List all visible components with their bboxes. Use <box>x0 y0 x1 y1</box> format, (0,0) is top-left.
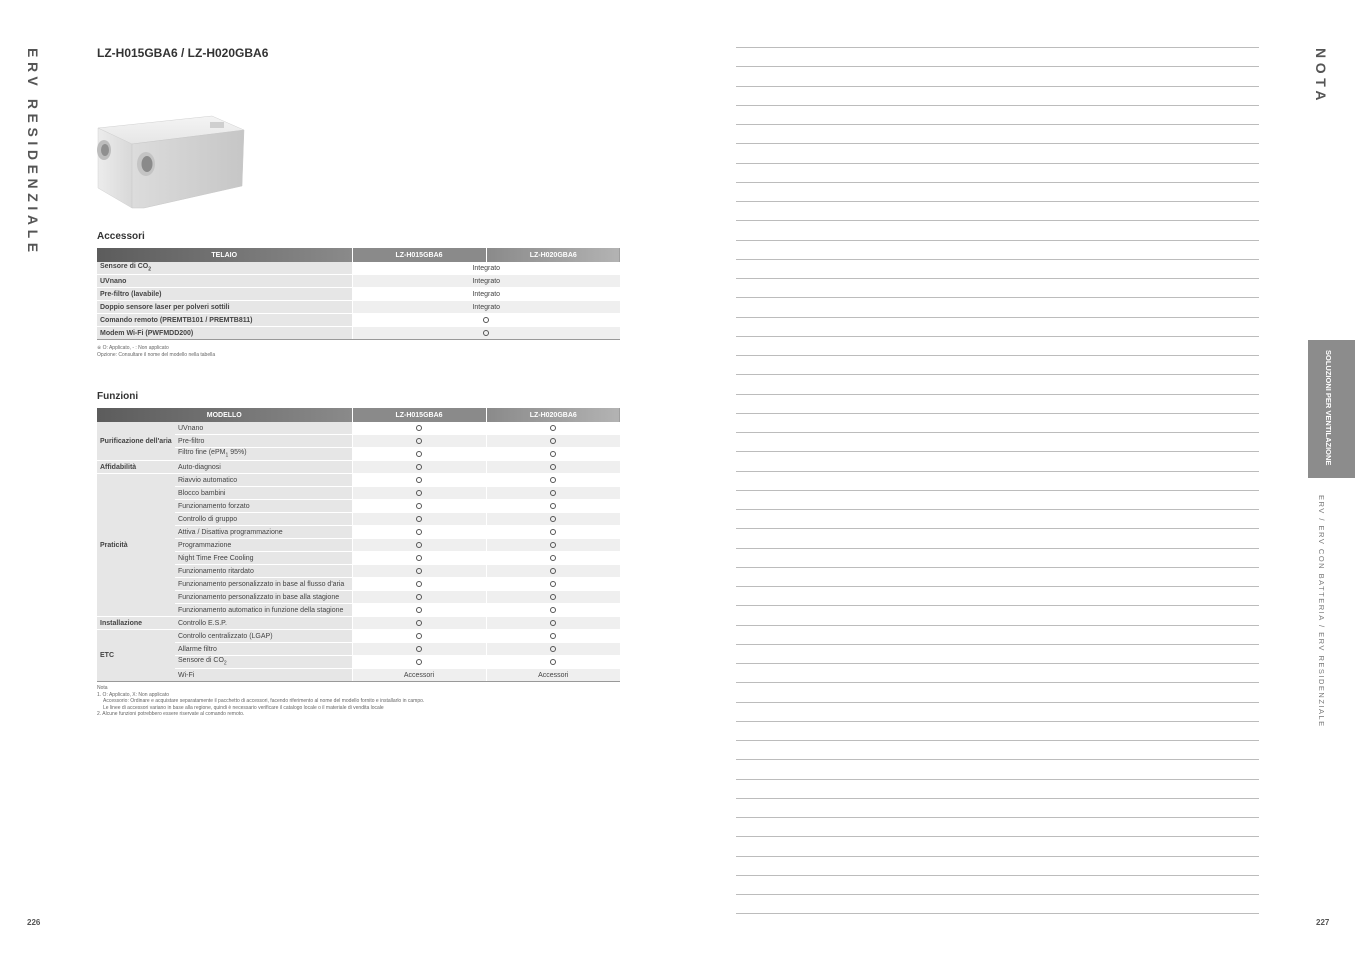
side-section-title-right: NOTA <box>1313 48 1329 106</box>
circle-icon <box>550 607 556 613</box>
group-label <box>97 474 175 617</box>
note-line-rule <box>736 817 1259 818</box>
feature-label <box>175 669 352 682</box>
feature-label <box>175 656 352 669</box>
circle-icon <box>416 451 422 457</box>
table-row <box>97 552 620 565</box>
value-model-2 <box>486 500 620 513</box>
value-model-2 <box>486 461 620 474</box>
feature-text: Night Time Free Cooling <box>178 554 254 562</box>
feature-text: Funzionamento personalizzato in base al flusso d'aria <box>178 580 345 588</box>
value-model-2 <box>486 422 620 435</box>
table-row <box>97 500 620 513</box>
feature-text: Funzionamento automatico in funzione della stagione <box>178 606 344 614</box>
note-line-rule <box>736 586 1259 587</box>
note-line-rule <box>736 317 1259 318</box>
note-line-rule <box>736 721 1259 722</box>
feature-text: Wi-Fi <box>178 671 195 679</box>
row-value <box>352 275 620 288</box>
header-modello: MODELLO <box>97 408 352 422</box>
accessori-table <box>97 248 620 340</box>
feature-label <box>175 604 352 617</box>
note-line-rule <box>736 894 1259 895</box>
note-line-rule <box>736 471 1259 472</box>
group-text: ETC <box>100 652 114 659</box>
note-lines <box>736 0 1259 958</box>
label-text: UVnano <box>100 277 127 285</box>
value-model-1 <box>352 656 486 669</box>
value-model-2 <box>486 656 620 669</box>
section-sub-label: ERV / ERV CON BATTERIA / ERV RESIDENZIALE <box>1317 495 1326 728</box>
header-model-2: LZ-H020GBA6 <box>486 248 620 262</box>
feature-label <box>175 591 352 604</box>
table-row <box>97 669 620 682</box>
note-line-rule <box>736 644 1259 645</box>
circle-icon <box>550 425 556 431</box>
note-line-rule <box>736 163 1259 164</box>
value-model-1 <box>352 500 486 513</box>
header-model-1: LZ-H015GBA6 <box>352 248 486 262</box>
table-row <box>97 526 620 539</box>
value-model-1 <box>352 552 486 565</box>
note-line-rule <box>736 432 1259 433</box>
row-value <box>352 327 620 340</box>
note-line-rule <box>736 567 1259 568</box>
note-line: 1. O: Applicato, X: Non applicato <box>97 691 169 698</box>
row-label <box>97 327 352 340</box>
value-model-2 <box>486 591 620 604</box>
value-model-2 <box>486 552 620 565</box>
circle-icon <box>550 659 556 665</box>
feature-text: Filtro fine (ePM <box>178 449 226 457</box>
note-line-rule <box>736 682 1259 683</box>
group-label <box>97 461 175 474</box>
value-model-2 <box>486 604 620 617</box>
circle-icon <box>550 503 556 509</box>
table-row <box>97 604 620 617</box>
circle-icon <box>550 438 556 444</box>
accessori-notes <box>97 345 215 358</box>
feature-label <box>175 539 352 552</box>
cell-text: Integrato <box>472 277 501 285</box>
feature-label <box>175 526 352 539</box>
value-model-2 <box>486 474 620 487</box>
note-line-rule <box>736 355 1259 356</box>
feature-label <box>175 422 352 435</box>
note-line-rule <box>736 663 1259 664</box>
table-row <box>97 565 620 578</box>
table-row <box>97 591 620 604</box>
note-line-rule <box>736 836 1259 837</box>
circle-icon <box>416 633 422 639</box>
feature-label <box>175 461 352 474</box>
note-line-rule <box>736 394 1259 395</box>
value-model-1 <box>352 474 486 487</box>
value-model-1 <box>352 604 486 617</box>
page-title: LZ-H015GBA6 / LZ-H020GBA6 <box>97 46 269 60</box>
circle-icon <box>416 490 422 496</box>
group-text: Praticità <box>100 541 128 549</box>
circle-icon <box>550 646 556 652</box>
cell-text: Integrato <box>472 303 501 311</box>
note-line-rule <box>736 413 1259 414</box>
section-tab-label: SOLUZIONI PER VENTILAZIONE <box>1324 350 1333 466</box>
circle-icon <box>416 607 422 613</box>
row-label <box>97 275 352 288</box>
note-line-rule <box>736 182 1259 183</box>
value-model-2 <box>486 435 620 448</box>
value-model-1 <box>352 461 486 474</box>
note-line-rule <box>736 374 1259 375</box>
feature-text: Funzionamento ritardato <box>178 567 254 575</box>
value-model-1 <box>352 578 486 591</box>
value-model-2 <box>486 578 620 591</box>
circle-icon <box>416 438 422 444</box>
table-row <box>97 539 620 552</box>
note-line-rule <box>736 220 1259 221</box>
page-number-left: 226 <box>27 918 41 927</box>
value-model-2 <box>486 526 620 539</box>
feature-label <box>175 487 352 500</box>
feature-label <box>175 513 352 526</box>
subscript: 2 <box>223 660 227 667</box>
row-value <box>352 301 620 314</box>
feature-label <box>175 643 352 656</box>
feature-text: Programmazione <box>178 541 232 549</box>
feature-text: Attiva / Disattiva programmazione <box>178 528 283 536</box>
note-line: Le linee di accessori variano in base alla regione, quindi è necessario verificare il catalogo locale o il materiale di vendita locale <box>103 704 384 711</box>
value-model-2 <box>486 487 620 500</box>
cell-text: Accessori <box>403 671 435 679</box>
value-model-1 <box>352 643 486 656</box>
table-row <box>97 448 620 461</box>
circle-icon <box>416 464 422 470</box>
note-line-rule <box>736 105 1259 106</box>
feature-suffix: 95%) <box>228 449 247 457</box>
feature-text: Auto-diagnosi <box>178 463 221 471</box>
table-row <box>97 656 620 669</box>
product-image <box>92 110 250 210</box>
note-line-rule <box>736 798 1259 799</box>
value-model-1 <box>352 422 486 435</box>
row-label <box>97 262 352 275</box>
circle-icon <box>550 451 556 457</box>
note-line-rule <box>736 124 1259 125</box>
table-row <box>97 461 620 474</box>
note-line-rule <box>736 201 1259 202</box>
cell-text: Accessori <box>538 671 569 679</box>
circle-icon <box>416 659 422 665</box>
circle-icon <box>416 555 422 561</box>
label-text: Pre-filtro (lavabile) <box>100 290 162 298</box>
cell-text: Integrato <box>472 290 501 298</box>
table-row <box>97 474 620 487</box>
feature-label <box>175 630 352 643</box>
feature-text: Funzionamento personalizzato in base alla stagione <box>178 593 340 601</box>
circle-icon <box>550 620 556 626</box>
value-model-1 <box>352 565 486 578</box>
note-line: Accessorio: Ordinare e acquistare separatamente il pacchetto di accessori, facendo riferimento al nome del modello fornito e installarlo in campo. <box>103 698 425 704</box>
note-line-rule <box>736 759 1259 760</box>
page-number-right: 227 <box>1316 918 1330 927</box>
circle-icon <box>550 568 556 574</box>
header-model-2: LZ-H020GBA6 <box>486 408 620 422</box>
subscript: 1 <box>225 452 229 459</box>
table-row <box>97 578 620 591</box>
table-row <box>97 435 620 448</box>
note-line-rule <box>736 86 1259 87</box>
circle-icon <box>483 317 489 323</box>
table-row <box>97 630 620 643</box>
circle-icon <box>416 529 422 535</box>
table-row <box>97 643 620 656</box>
circle-icon <box>550 477 556 483</box>
feature-text: Controllo centralizzato (LGAP) <box>178 632 273 640</box>
cell-text: Integrato <box>472 264 501 272</box>
note-line: Opzione: Consultare il nome del modello nella tabella <box>97 351 216 358</box>
label-text: Sensore di CO <box>100 263 149 271</box>
table-row <box>97 301 620 314</box>
table-row <box>97 513 620 526</box>
note-line-rule <box>736 66 1259 67</box>
note-line-rule <box>736 625 1259 626</box>
subscript: 2 <box>148 266 152 273</box>
feature-text: Blocco bambini <box>178 489 226 497</box>
feature-text: UVnano <box>178 424 204 432</box>
feature-label <box>175 474 352 487</box>
circle-icon <box>550 529 556 535</box>
row-label <box>97 314 352 327</box>
table-row <box>97 262 620 275</box>
label-text: Modem Wi-Fi (PWFMDD200) <box>100 329 194 337</box>
note-line-rule <box>736 702 1259 703</box>
feature-label <box>175 500 352 513</box>
circle-icon <box>550 594 556 600</box>
value-model-1 <box>352 591 486 604</box>
table-row <box>97 314 620 327</box>
value-model-1 <box>352 487 486 500</box>
accessori-heading: Accessori <box>97 231 145 242</box>
note-line-rule <box>736 548 1259 549</box>
group-text: Installazione <box>100 619 143 627</box>
label-text: Doppio sensore laser per polveri sottili <box>100 303 230 311</box>
circle-icon <box>416 646 422 652</box>
feature-label <box>175 617 352 630</box>
note-line-rule <box>736 451 1259 452</box>
note-line-rule <box>736 856 1259 857</box>
row-value <box>352 262 620 275</box>
feature-label <box>175 578 352 591</box>
circle-icon <box>550 464 556 470</box>
value-model-2 <box>486 539 620 552</box>
table-row <box>97 288 620 301</box>
group-text: Affidabilità <box>100 463 137 471</box>
value-model-1 <box>352 617 486 630</box>
note-line-rule <box>736 297 1259 298</box>
feature-text: Riavvio automatico <box>178 476 238 484</box>
feature-text: Sensore di CO <box>178 657 224 665</box>
table-row <box>97 422 620 435</box>
value-model-1 <box>352 448 486 461</box>
table-row <box>97 275 620 288</box>
value-model-1 <box>352 539 486 552</box>
group-text: Purificazione dell'aria <box>100 437 172 445</box>
side-section-title: ERV RESIDENZIALE <box>25 48 41 257</box>
circle-icon <box>550 516 556 522</box>
circle-icon <box>550 542 556 548</box>
funzioni-table <box>97 408 620 682</box>
table-row <box>97 327 620 340</box>
note-line-rule <box>736 779 1259 780</box>
table-row <box>97 487 620 500</box>
feature-text: Funzionamento forzato <box>178 502 250 510</box>
header-telaio: TELAIO <box>97 248 352 262</box>
note-line-rule <box>736 278 1259 279</box>
value-model-2 <box>486 643 620 656</box>
header-model-1: LZ-H015GBA6 <box>352 408 486 422</box>
note-line-rule <box>736 47 1259 48</box>
circle-icon <box>416 568 422 574</box>
value-model-1 <box>352 669 486 682</box>
note-line: 2. Alcune funzioni potrebbero essere riservate al comando remoto. <box>97 711 245 717</box>
value-model-2 <box>486 669 620 682</box>
row-label <box>97 301 352 314</box>
feature-text: Controllo di gruppo <box>178 515 238 523</box>
circle-icon <box>483 330 489 336</box>
note-line-rule <box>736 913 1259 914</box>
circle-icon <box>550 555 556 561</box>
note-line-rule <box>736 509 1259 510</box>
funzioni-heading: Funzioni <box>97 391 139 402</box>
row-value <box>352 314 620 327</box>
row-label <box>97 288 352 301</box>
note-line: ※ O: Applicato, - : Non applicato <box>97 345 169 351</box>
feature-label <box>175 552 352 565</box>
funzioni-notes <box>97 685 424 718</box>
group-label <box>97 617 175 630</box>
feature-label <box>175 565 352 578</box>
row-value <box>352 288 620 301</box>
note-line: Nota <box>97 685 108 691</box>
note-line-rule <box>736 490 1259 491</box>
note-line-rule <box>736 240 1259 241</box>
circle-icon <box>550 490 556 496</box>
feature-label <box>175 448 352 461</box>
section-tab <box>1308 340 1355 478</box>
value-model-1 <box>352 513 486 526</box>
value-model-2 <box>486 630 620 643</box>
value-model-1 <box>352 435 486 448</box>
circle-icon <box>416 516 422 522</box>
note-line-rule <box>736 143 1259 144</box>
note-line-rule <box>736 875 1259 876</box>
label-text: Comando remoto (PREMTB101 / PREMTB811) <box>100 316 253 324</box>
group-label <box>97 422 175 461</box>
group-label <box>97 630 175 682</box>
feature-text: Pre-filtro <box>178 437 205 445</box>
circle-icon <box>550 633 556 639</box>
value-model-2 <box>486 448 620 461</box>
feature-text: Controllo E.S.P. <box>178 619 227 627</box>
value-model-2 <box>486 565 620 578</box>
feature-text: Allarme filtro <box>178 645 217 653</box>
value-model-2 <box>486 513 620 526</box>
value-model-1 <box>352 630 486 643</box>
circle-icon <box>416 503 422 509</box>
note-line-rule <box>736 528 1259 529</box>
note-line-rule <box>736 740 1259 741</box>
circle-icon <box>416 425 422 431</box>
circle-icon <box>416 594 422 600</box>
value-model-1 <box>352 526 486 539</box>
circle-icon <box>550 581 556 587</box>
note-line-rule <box>736 336 1259 337</box>
table-row <box>97 617 620 630</box>
note-line-rule <box>736 605 1259 606</box>
note-line-rule <box>736 259 1259 260</box>
circle-icon <box>416 620 422 626</box>
value-model-2 <box>486 617 620 630</box>
circle-icon <box>416 581 422 587</box>
circle-icon <box>416 542 422 548</box>
circle-icon <box>416 477 422 483</box>
feature-label <box>175 435 352 448</box>
